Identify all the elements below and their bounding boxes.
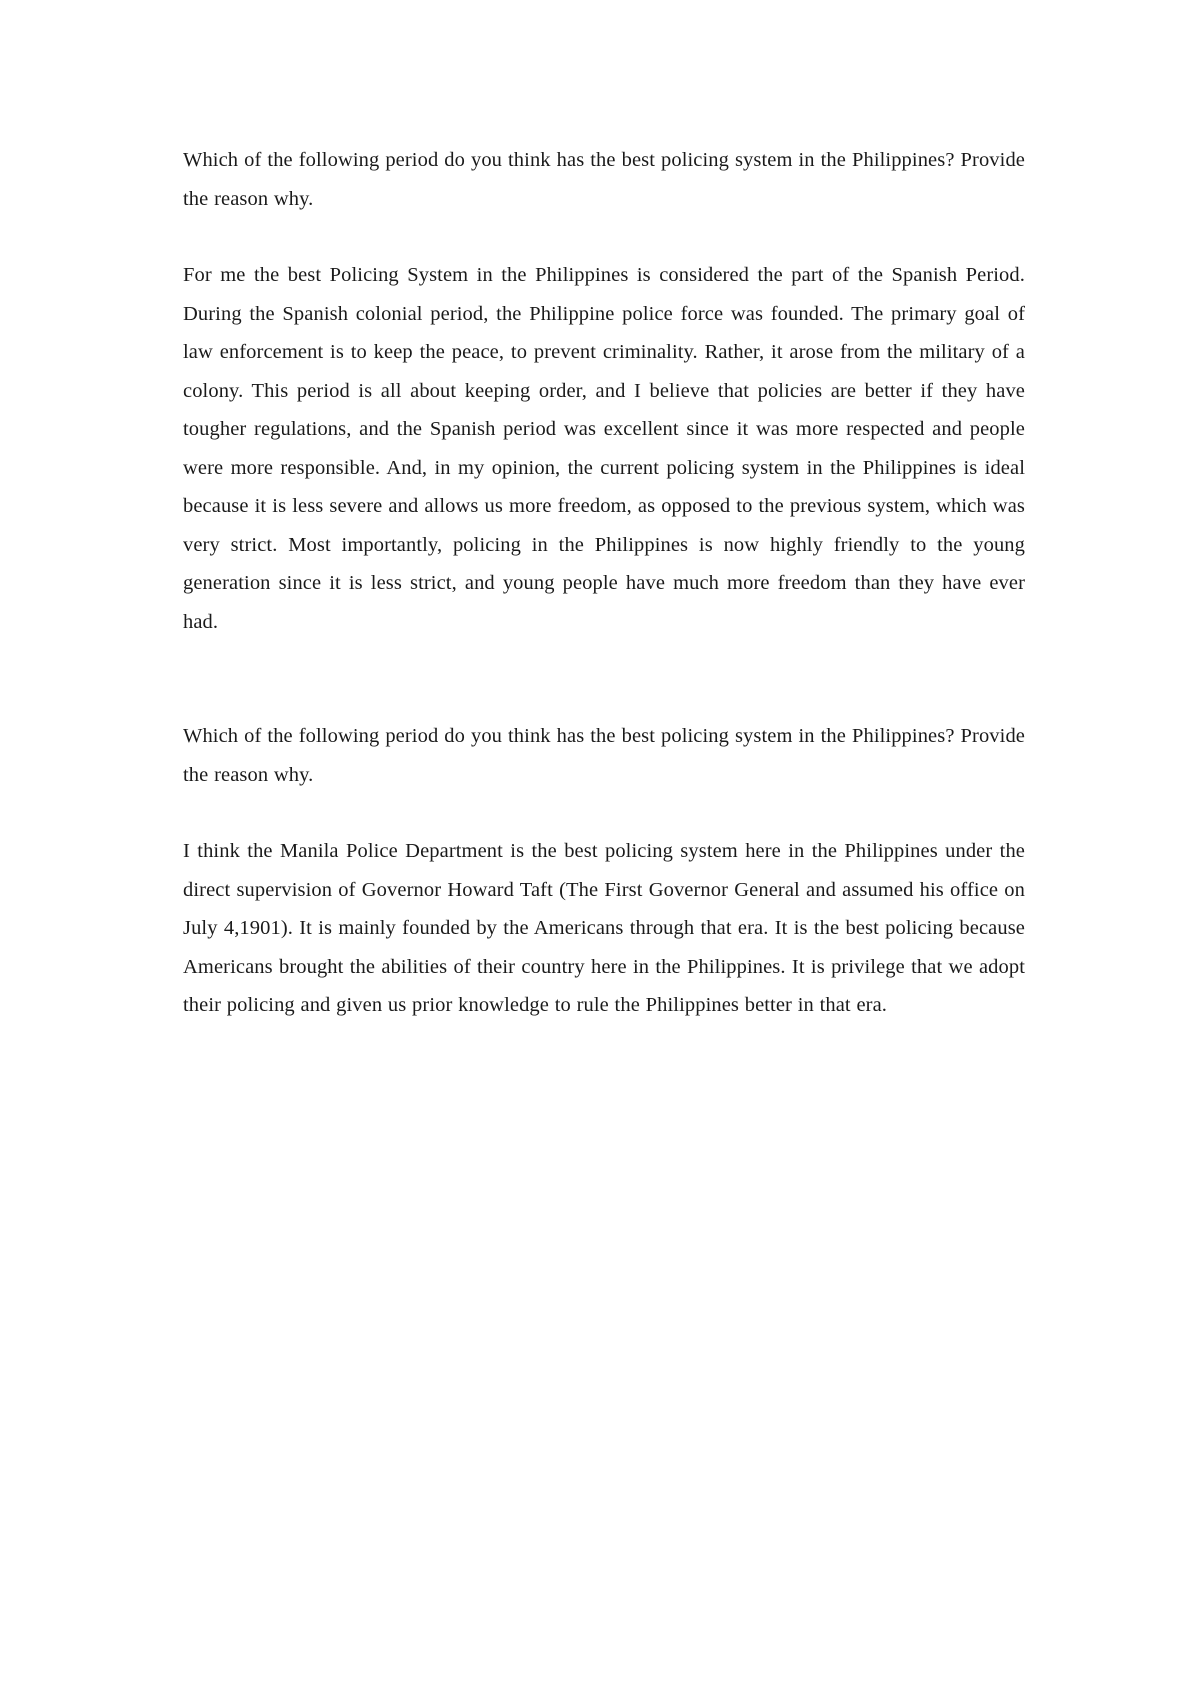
answer-2: I think the Manila Police Department is the best policing system here in the Philippines under the direct supervision of Governor Howard Taft (The First Governor General and assumed his office on July 4,1901). It is mainly founded by the Americans through that era. It is the best policing because Americans brought the abilities of their country here in the Philippines. It is privilege that we adopt their policing and given us prior knowledge to rule the Philippines better in that era. xyxy=(183,840,1025,1016)
question-1: Which of the following period do you think has the best policing system in the Philippines? Provide the reason why. xyxy=(183,149,1025,210)
question-2: Which of the following period do you think has the best policing system in the Philippines? Provide the reason why. xyxy=(183,725,1025,786)
answer-1: For me the best Policing System in the Philippines is considered the part of the Spanish Period. During the Spanish colonial period, the Philippine police force was founded. The primary goal of law enforcement is to keep the peace, to prevent criminality. Rather, it arose from the military of a colony. This period is all about keeping order, and I believe that policies are better if they have tougher regulations, and the Spanish period was excellent since it was more respected and people were more responsible. And, in my opinion, the current policing system in the Philippines is ideal because it is less severe and allows us more freedom, as opposed to the previous system, which was very strict. Most importantly, policing in the Philippines is now highly friendly to the young generation since it is less strict, and young people have much more freedom than they have ever had. xyxy=(183,264,1025,633)
document-body xyxy=(183,141,1025,1025)
